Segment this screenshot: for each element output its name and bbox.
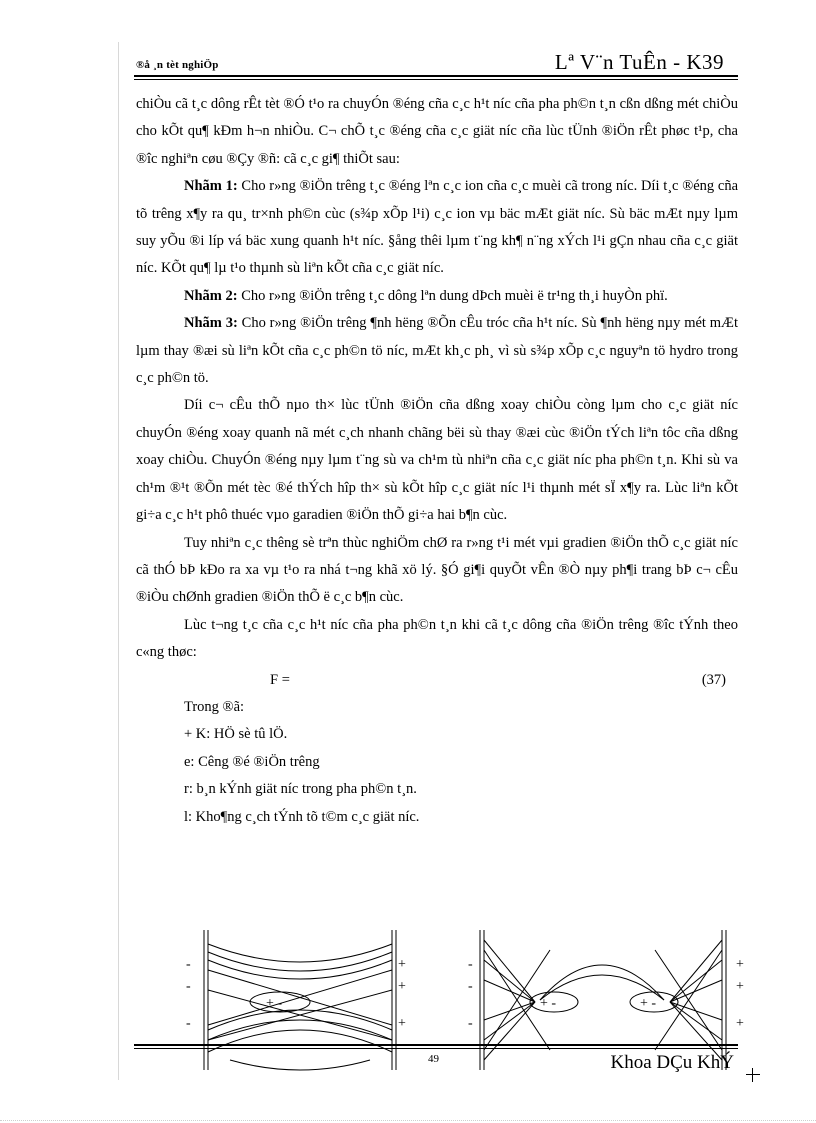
- formula-lhs: F =: [270, 671, 290, 688]
- pos-sign: +: [398, 957, 406, 972]
- droplet-charge: + -: [266, 996, 283, 1011]
- hypothesis-label: Nhãm 2:: [184, 287, 238, 304]
- page-number: 49: [428, 1053, 439, 1065]
- pos-sign: +: [736, 1016, 744, 1031]
- droplet-charge: + -: [640, 996, 657, 1011]
- footer-department: Khoa DÇu KhÝ: [610, 1052, 734, 1073]
- formula-number: (37): [701, 671, 726, 688]
- paragraph: chiÒu cã t¸c dông rÊt tèt ®Ó t¹o ra chuyÓn ®éng cña c¸c h¹t níc cña pha ph©n t¸n cßn dßng mét chiÒu cho kÕt qu¶ kÐm h¬n nhiÒu. C¬ chÕ t¸c ®éng cña c¸c giät níc cña lùc tÜnh ®iÖn rÊt phøc t¹p, cha ®îc nghiªn cøu ®Çy ®ñ: cã c¸c gi¶ thiÕt sau:: [136, 96, 738, 167]
- pos-sign: +: [398, 979, 406, 994]
- neg-sign: -: [468, 979, 473, 994]
- hypothesis-2: [136, 283, 738, 310]
- paragraph: Díi c¬ cÊu thÕ nµo th× lùc tÜnh ®iÖn cña dßng xoay chiÒu còng lµm cho c¸c giät níc chuyÓn ®éng xoay quanh nã mét c¸ch nhanh chãng bëi sù thay ®æi cùc ®iÖn tÝch liªn tôc cña dßng xoay chiÒu. ChuyÓn ®éng nµy lµm t¨ng sù va ch¹m tù nhiªn cña c¸c giät níc pha ph©n t¸n. Khi sù va ch¹m ®¹t ®Õn mét tèc ®é thÝch hîp th× sù kÕt hîp c¸c giät níc l¹i thµnh mét sÏ x¶y ra. Lùc liªn kÕt gi÷a c¸c h¹t phô thuéc vµo garadien ®iÖn thÕ gi÷a hai b¶n cùc.: [136, 397, 738, 524]
- header-left-title: ®å ¸n tèt nghiÖp: [136, 59, 219, 71]
- crop-mark: [746, 1068, 760, 1082]
- hypothesis-text: Cho r»ng ®iÖn trêng t¸c dông lªn dung dÞch muèi ë tr¹ng th¸i huyÒn phï.: [241, 287, 668, 304]
- body-text: [136, 91, 738, 831]
- hypothesis-label: Nhãm 1:: [184, 178, 238, 195]
- page-bottom-edge: [0, 1120, 816, 1121]
- footer-rule-thin: [134, 1048, 738, 1049]
- hypothesis-1: [136, 173, 738, 283]
- header-author: Lª V¨n TuÊn - K39: [554, 50, 724, 74]
- paragraph: Lùc t¬ng t¸c cña c¸c h¹t níc cña pha ph©n t¸n khi cã t¸c dông cña ®iÖn trêng ®îc tÝnh theo c«ng thøc:: [136, 616, 738, 661]
- definition: + K: HÖ sè tû lÖ.: [184, 726, 288, 743]
- header-rule-thin: [134, 79, 738, 80]
- definition: r: b¸n kÝnh giät níc trong pha ph©n t¸n.: [184, 781, 417, 798]
- definition: e: Cêng ®é ®iÖn trêng: [184, 753, 320, 770]
- neg-sign: -: [186, 1016, 191, 1031]
- header-rule: [134, 75, 738, 77]
- hypothesis-text: Cho r»ng ®iÖn trêng ¶nh hëng ®Õn cÊu tróc cña h¹t níc. Sù ¶nh hëng nµy mét mÆt lµm thay ®æi sù liªn kÕt cña c¸c ph©n tö níc, mÆt kh¸c ph¸ vì sù s¾p xÕp c¸c nguyªn tö hydro trong c¸c ph©n tö.: [136, 315, 738, 387]
- hypothesis-label: Nhãm 3:: [184, 315, 238, 332]
- pos-sign: +: [736, 957, 744, 972]
- pos-sign: +: [398, 1016, 406, 1031]
- neg-sign: -: [186, 979, 191, 994]
- formula-line: [136, 667, 738, 694]
- footer-rule: [134, 1044, 738, 1046]
- paragraph: Tuy nhiªn c¸c thêng sè trªn thùc nghiÖm chØ ra r»ng t¹i mét vµi gradien ®iÖn thÕ c¸c giät níc cã thÓ bÞ kÐo ra xa vµ t¹o ra nhá t¬ng khã xö lý. §Ó gi¶i quyÕt vÊn ®Ò nµy ph¶i trang bÞ c¬ cÊu ®iÒu chØnh gradien ®iÖn thÕ ë c¸c b¶n cùc.: [136, 534, 738, 606]
- neg-sign: -: [186, 957, 191, 972]
- pos-sign: +: [736, 979, 744, 994]
- definition: l: Kho¶ng c¸ch tÝnh tõ t©m c¸c giät níc.: [184, 808, 420, 825]
- neg-sign: -: [468, 957, 473, 972]
- neg-sign: -: [468, 1016, 473, 1031]
- hypothesis-3: [136, 310, 738, 392]
- definition: Trong ®ã:: [184, 698, 245, 715]
- droplet-charge: + -: [540, 996, 557, 1011]
- hypothesis-text: Cho r»ng ®iÖn trêng t¸c ®éng lªn c¸c ion cña c¸c muèi cã trong níc. Díi t¸c ®éng cña tõ trêng x¶y ra qu¸ tr×nh ph©n cùc (s¾p xÕp l¹i) c¸c ion vµ bäc mÆt giät níc. Sù bäc mÆt nµy lµm suy yÕu ®i líp vá bäc xung quanh h¹t níc. §ång thêi lµm t¨ng kh¶ n¨ng xÝch l¹i gÇn nhau cña c¸c giät níc. KÕt qu¶ lµ t¹o thµnh sù liªn kÕt cña c¸c giät níc.: [136, 178, 739, 277]
